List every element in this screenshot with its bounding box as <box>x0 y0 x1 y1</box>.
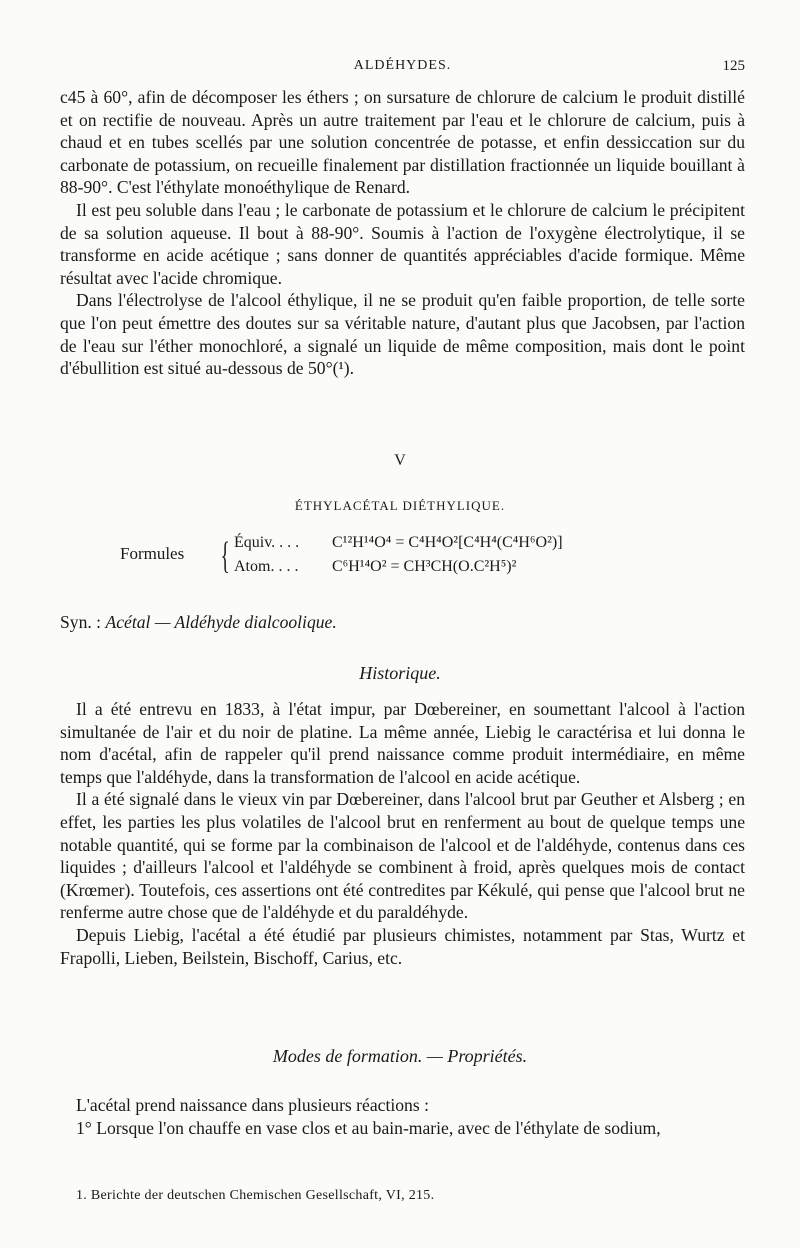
paragraph: Il est peu soluble dans l'eau ; le carbonate de potassium et le chlorure de calcium le précipitent de sa solution aqueuse. Il bout à 88-90°. Soumis à l'action de l'oxygène électrolytique, il se transforme en acide acétique ; sans donner de quantités appréciables d'acide formique. Même résultat avec l'acide chromique. <box>60 199 745 288</box>
synonyms-label: Syn. : <box>60 612 102 632</box>
page-number: 125 <box>722 58 745 74</box>
paragraph: Il a été entrevu en 1833, à l'état impur, par Dœbereiner, en soumettant l'alcool à l'action simultanée de l'air et du noir de platine. La même année, Liebig le caractérisa et lui donna le nom d'acétal, afin de rappeler qu'il prend naissance comme produit intermédiaire, en même temps que l'aldéhyde, dans la transformation de l'alcool en acide acétique. <box>60 699 745 787</box>
modes-text <box>60 1094 745 1139</box>
paragraph: Depuis Liebig, l'acétal a été étudié par plusieurs chimistes, notamment par Stas, Wurtz et Frapolli, Lieben, Beilstein, Bischoff, Carius, etc. <box>60 924 745 968</box>
paragraph: 1° Lorsque l'on chauffe en vase clos et au bain-marie, avec de l'éthylate de sodium, <box>76 1117 661 1138</box>
section-title: ÉTHYLACÉTAL DIÉTHYLIQUE. <box>294 498 506 513</box>
formula-row <box>234 558 516 576</box>
historique-text <box>60 698 745 969</box>
paragraph: L'acétal prend naissance dans plusieurs réactions : <box>76 1095 429 1115</box>
formula-expression: C¹²H¹⁴O⁴ = C⁴H⁴O²[C⁴H⁴(C⁴H⁶O²)] <box>332 534 563 551</box>
running-title: ALDÉHYDES. <box>353 58 452 73</box>
brace-symbol: { <box>220 535 230 577</box>
intro-text <box>60 86 745 380</box>
paragraph: Dans l'électrolyse de l'alcool éthylique, il ne se produit qu'en faible proportion, de telle sorte que l'on peut émettre des doutes sur sa véritable nature, d'autant plus que Jacobsen, par l'action de l'eau sur l'éther monochloré, a signalé un liquide de même composition, mais dont le point d'ébullition est situé au-dessous de 50°(¹). <box>60 290 745 379</box>
footnote: 1. Berichte der deutschen Chemischen Gesellschaft, VI, 215. <box>76 1188 435 1203</box>
synonyms-value: Acétal — Aldéhyde dialcoolique. <box>105 612 337 632</box>
synonyms-line <box>60 612 337 633</box>
running-header <box>60 58 745 80</box>
formula-block <box>120 532 720 584</box>
paragraph: Il a été signalé dans le vieux vin par Dœbereiner, dans l'alcool brut par Geuther et Alsberg ; en effet, les parties les plus volatiles de l'alcool brut en renferment au bout de quelque temps une notable quantité, qui se forme par la combinaison de l'alcool et de l'aldéhyde, contenus dans ces liquides ; d'ailleurs l'alcool et l'aldéhyde se combinent à froid, après quelques mois de contact (Krœmer). Toutefois, ces assertions ont été contredites par Kékulé, qui pense que l'alcool brut ne renferme autre chose que de l'aldéhyde et du paraldéhyde. <box>60 789 745 923</box>
modes-heading: Modes de formation. — Propriétés. <box>272 1046 528 1066</box>
section-number: V <box>394 452 406 469</box>
historique-heading: Historique. <box>359 663 441 683</box>
formula-expression: C⁶H¹⁴O² = CH³CH(O.C²H⁵)² <box>332 558 517 575</box>
formula-row-name: Équiv. . . . <box>234 534 300 551</box>
formula-label: Formules <box>120 544 185 563</box>
paragraph: c45 à 60°, afin de décomposer les éthers ; on sursature de chlorure de calcium le produit distillé et on rectifie de nouveau. Après un autre traitement par l'eau et le chlorure de calcium, puis à chaud et en tubes scellés par une solution concentrée de potasse, et enfin dessiccation sur du carbonate de potassium, on recueille finalement par distillation fractionnée un liquide bouillant à 88-90°. C'est l'éthylate monoéthylique de Renard. <box>60 87 745 198</box>
formula-row <box>234 534 563 552</box>
formula-row-name: Atom. . . . <box>234 558 299 575</box>
